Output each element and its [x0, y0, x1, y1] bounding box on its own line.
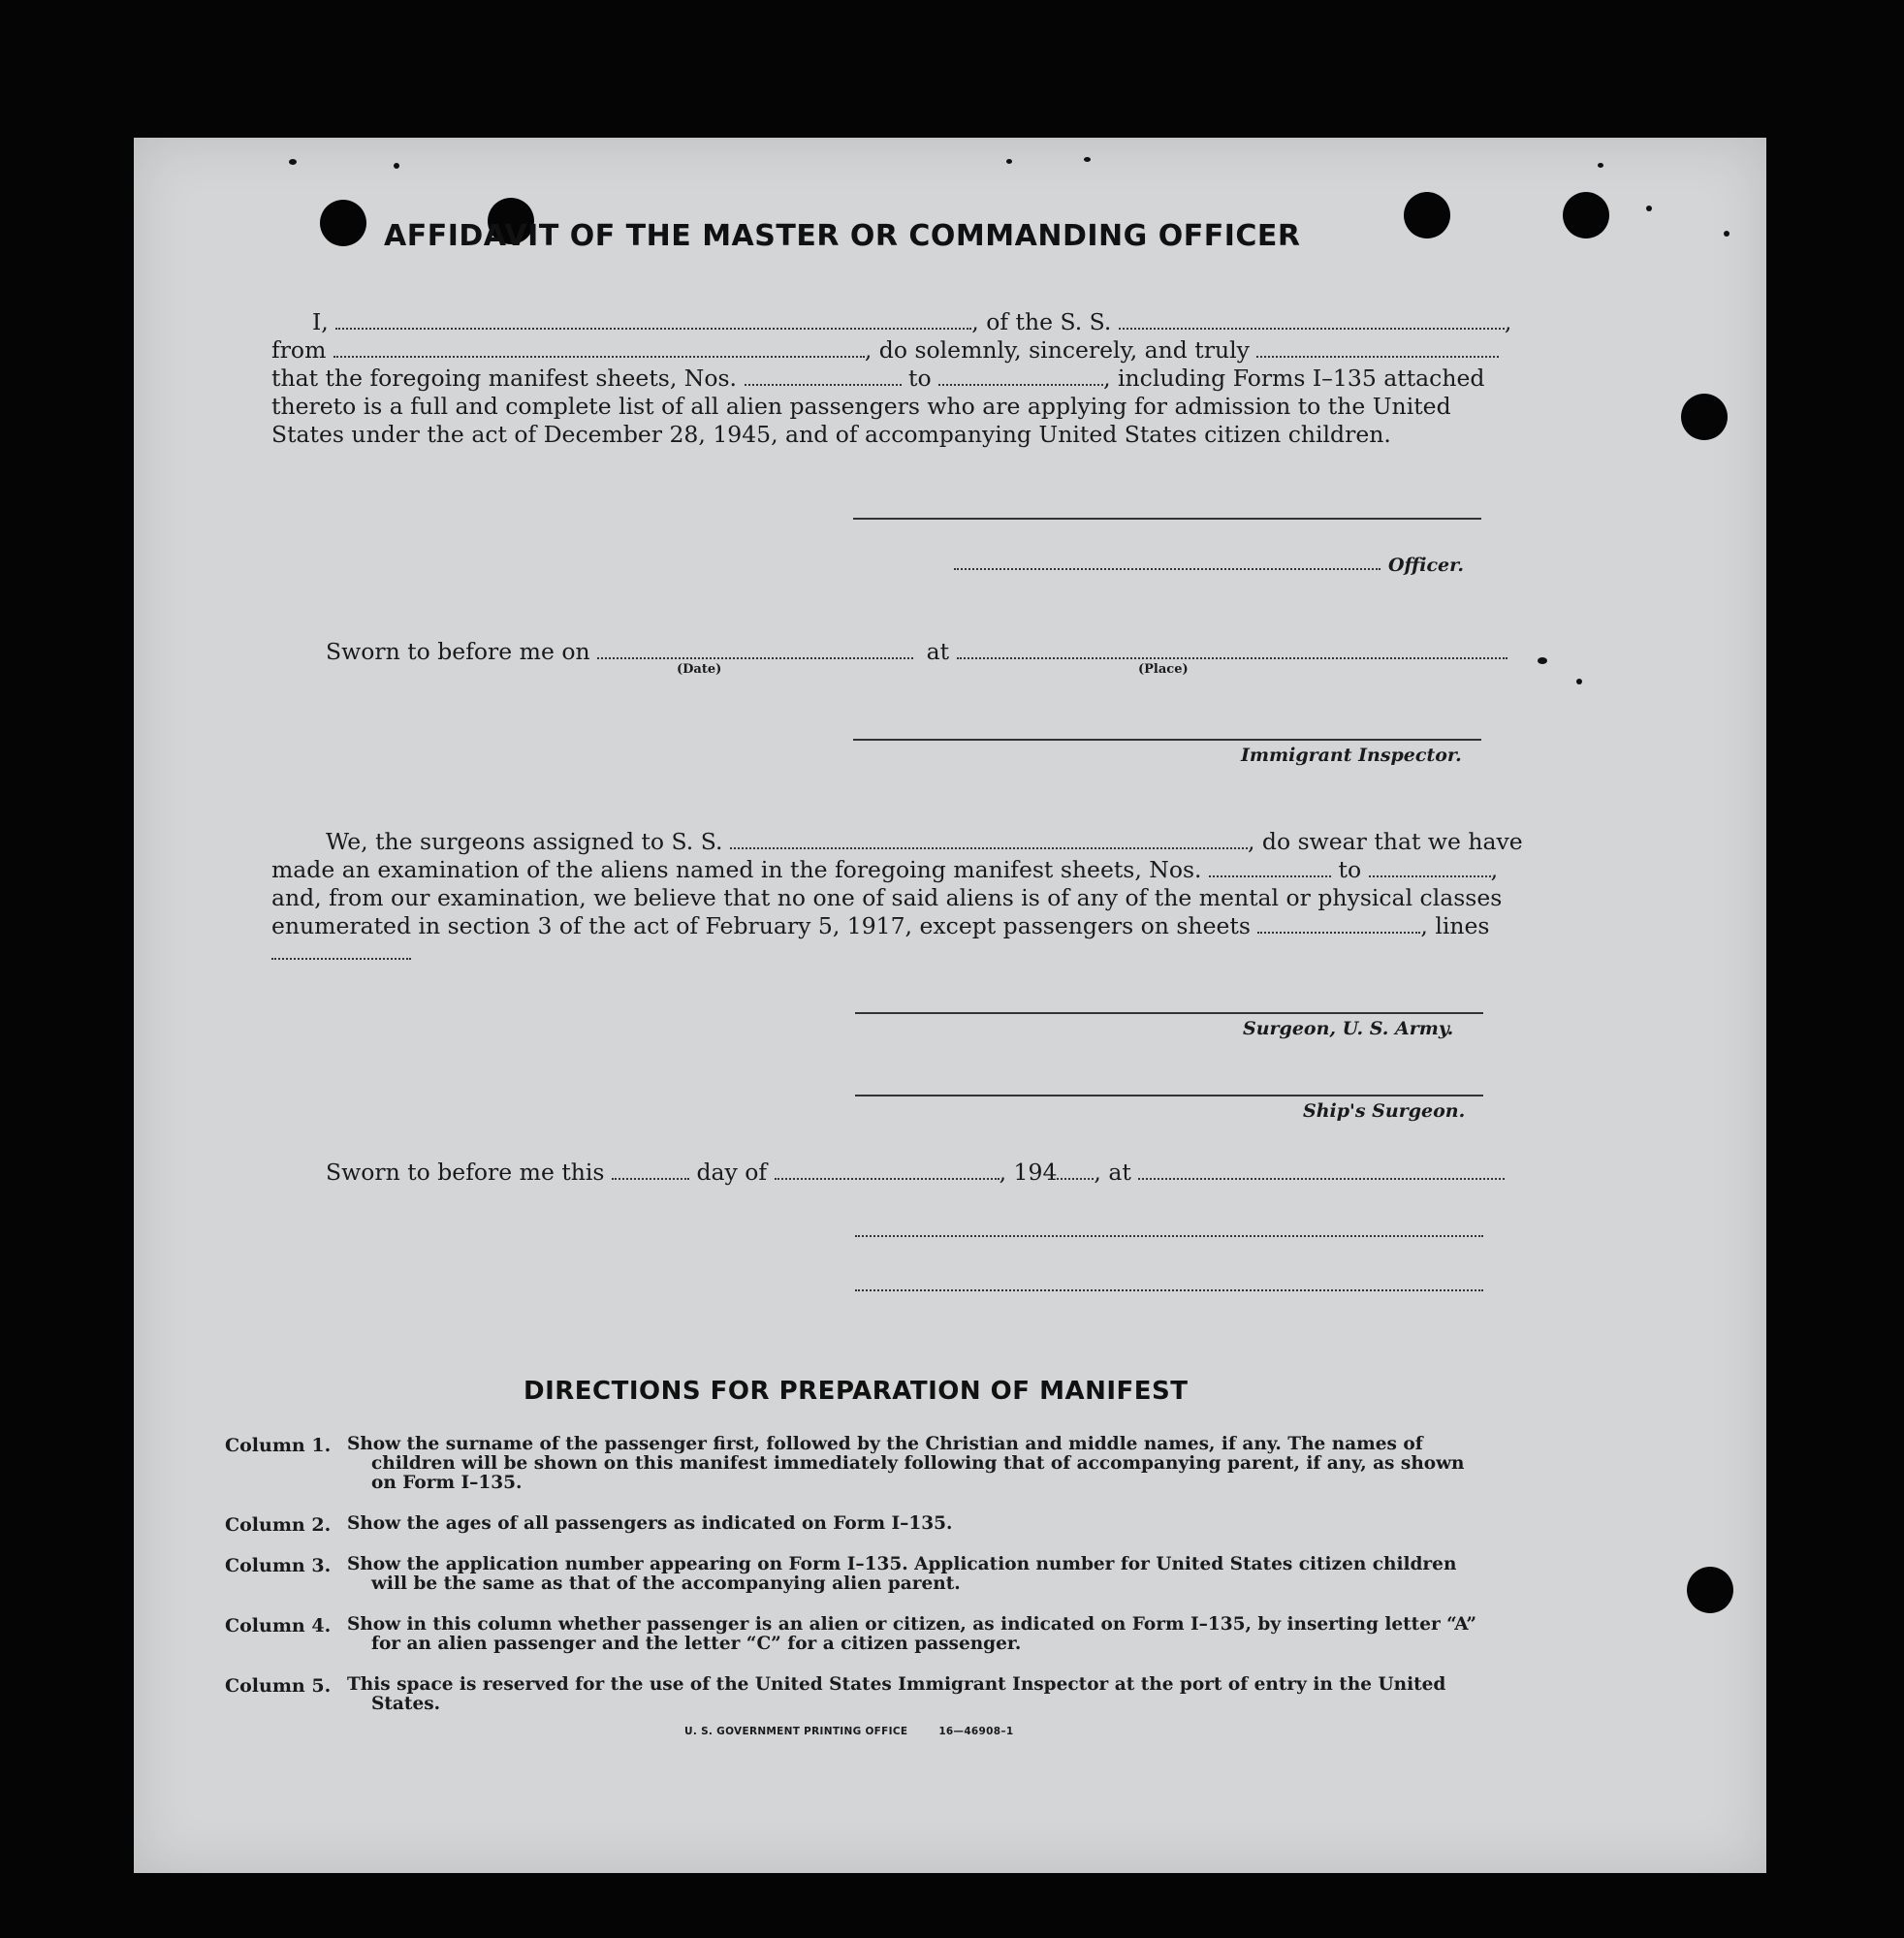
- text: ,: [1504, 308, 1512, 335]
- surgeons-line-1: [271, 828, 1523, 855]
- text: day of: [696, 1159, 768, 1186]
- form-page: [134, 138, 1766, 1873]
- text: made an examination of the aliens named in the foregoing manifest sheets, Nos.: [271, 856, 1202, 883]
- directions-title: DIRECTIONS FOR PREPARATION OF MANIFEST: [524, 1377, 1189, 1406]
- sworn-place-field[interactable]: [1138, 1177, 1505, 1180]
- text: Show the surname of the passenger first, followed by the Christian and middle names, if any. The names of: [347, 1434, 1423, 1454]
- direction-text-3: [347, 1555, 1491, 1594]
- officer-label: Officer.: [1388, 555, 1465, 576]
- punch-hole: [1681, 394, 1728, 440]
- sheet-to-field[interactable]: [938, 383, 1103, 386]
- day-field[interactable]: [612, 1177, 689, 1180]
- except-sheets-field[interactable]: [1257, 931, 1420, 934]
- text: Show the application number appearing on Form I–135. Application number for United States citizen children: [347, 1554, 1457, 1574]
- except-lines-field[interactable]: [271, 958, 411, 960]
- text: , of the S. S.: [971, 308, 1112, 335]
- speck: [1598, 163, 1603, 168]
- month-field[interactable]: [775, 1177, 1000, 1180]
- text: to: [908, 365, 932, 392]
- sheet-from-field[interactable]: [745, 383, 902, 386]
- text: U. S. GOVERNMENT PRINTING OFFICE: [684, 1726, 908, 1737]
- direction-text-5: [347, 1675, 1491, 1714]
- text: Show the ages of all passengers as indicated on Form I–135.: [347, 1513, 953, 1534]
- text: This space is reserved for the use of the United States Immigrant Inspector at the port of entry in the United: [347, 1674, 1446, 1695]
- surgeons-line-2: [271, 856, 1498, 883]
- speck: [1576, 679, 1582, 684]
- affidavit-line-5: States under the act of December 28, 1945, and of accompanying United States citizen children.: [271, 421, 1391, 448]
- direction-text-2: [347, 1514, 1491, 1534]
- speck: [1646, 206, 1652, 211]
- text: , 194: [999, 1159, 1058, 1186]
- surgeons-line-4: [271, 912, 1489, 939]
- ship-name-field[interactable]: [1119, 327, 1505, 330]
- speck: [394, 163, 399, 169]
- speck: [289, 159, 297, 165]
- affidavit-title: AFFIDAVIT OF THE MASTER OR COMMANDING OFFICER: [384, 219, 1301, 253]
- place-field[interactable]: [957, 656, 1507, 659]
- text: ,: [1490, 856, 1499, 883]
- printer-imprint: [684, 1726, 1014, 1737]
- text: enumerated in section 3 of the act of February 5, 1917, except passengers on sheets: [271, 912, 1251, 939]
- sworn-line-2: [271, 1159, 1505, 1186]
- direction-text-4: [347, 1615, 1491, 1654]
- date-caption: (Date): [677, 662, 722, 677]
- speck: [1084, 157, 1091, 162]
- direction-label-2: Column 2.: [225, 1514, 332, 1536]
- master-name-field[interactable]: [335, 327, 971, 330]
- departure-port-field[interactable]: [333, 355, 865, 358]
- punch-hole: [320, 200, 366, 246]
- text: I,: [312, 308, 329, 335]
- text: for an alien passenger and the letter “C” for a citizen passenger.: [371, 1634, 1022, 1654]
- official-signature-line-1[interactable]: [855, 1235, 1483, 1237]
- speck: [1724, 231, 1729, 237]
- text: States.: [371, 1694, 441, 1714]
- text: 16—46908–1: [938, 1726, 1014, 1737]
- army-surgeon-signature-line[interactable]: [855, 1012, 1483, 1014]
- text: , do solemnly, sincerely, and truly: [864, 336, 1250, 364]
- affidavit-line-3: [271, 365, 1484, 392]
- text: children will be shown on this manifest immediately following that of accompanying parent, if any, as shown on Form I–135.: [371, 1453, 1465, 1493]
- year-field[interactable]: [1057, 1177, 1094, 1180]
- punch-hole: [1563, 192, 1609, 238]
- exam-sheet-from-field[interactable]: [1209, 874, 1331, 877]
- surgeons-ship-field[interactable]: [730, 846, 1248, 849]
- place-caption: (Place): [1138, 662, 1189, 677]
- affidavit-line-1: [271, 308, 1511, 335]
- signature-line[interactable]: [853, 518, 1481, 520]
- text: Sworn to before me on: [326, 638, 590, 665]
- speck: [1006, 159, 1012, 164]
- text: We, the surgeons assigned to S. S.: [326, 828, 723, 855]
- text: , do swear that we have: [1247, 828, 1523, 855]
- affidavit-line-2: [271, 336, 1499, 364]
- direction-label-5: Column 5.: [225, 1675, 332, 1697]
- date-field[interactable]: [597, 656, 913, 659]
- surgeons-line-3: and, from our examination, we believe that no one of said aliens is of any of the mental or physical classes: [271, 884, 1503, 911]
- text: will be the same as that of the accompanying alien parent.: [371, 1573, 961, 1594]
- text: , lines: [1420, 912, 1490, 939]
- direction-text-1: [347, 1435, 1491, 1493]
- direction-label-3: Column 3.: [225, 1555, 332, 1576]
- text: that the foregoing manifest sheets, Nos.: [271, 365, 738, 392]
- text: to: [1338, 856, 1362, 883]
- text: Sworn to before me this: [326, 1159, 605, 1186]
- official-signature-line-2[interactable]: [855, 1289, 1483, 1291]
- exam-sheet-to-field[interactable]: [1369, 874, 1491, 877]
- officer-line[interactable]: [954, 568, 1380, 570]
- text: , at: [1094, 1159, 1131, 1186]
- direction-label-4: Column 4.: [225, 1615, 332, 1636]
- ship-surgeon-signature-line[interactable]: [855, 1095, 1483, 1096]
- speck: [1538, 657, 1547, 664]
- text: , including Forms I–135 attached: [1103, 365, 1485, 392]
- punch-hole: [1687, 1567, 1733, 1613]
- punch-hole: [1404, 192, 1450, 238]
- text: from: [271, 336, 327, 364]
- inspector-signature-line[interactable]: [853, 739, 1481, 741]
- ship-surgeon-label: Ship's Surgeon.: [1303, 1100, 1466, 1122]
- sworn-line-1: [271, 638, 1507, 665]
- text: at: [926, 638, 950, 665]
- inspector-label: Immigrant Inspector.: [1241, 745, 1462, 766]
- direction-label-1: Column 1.: [225, 1435, 332, 1456]
- text: Show in this column whether passenger is an alien or citizen, as indicated on Form I–135, by inserting letter “A”: [347, 1614, 1477, 1635]
- oath-field[interactable]: [1256, 355, 1499, 358]
- affidavit-line-4: thereto is a full and complete list of all alien passengers who are applying for admission to the United: [271, 393, 1451, 420]
- army-surgeon-label: Surgeon, U. S. Army.: [1243, 1018, 1454, 1039]
